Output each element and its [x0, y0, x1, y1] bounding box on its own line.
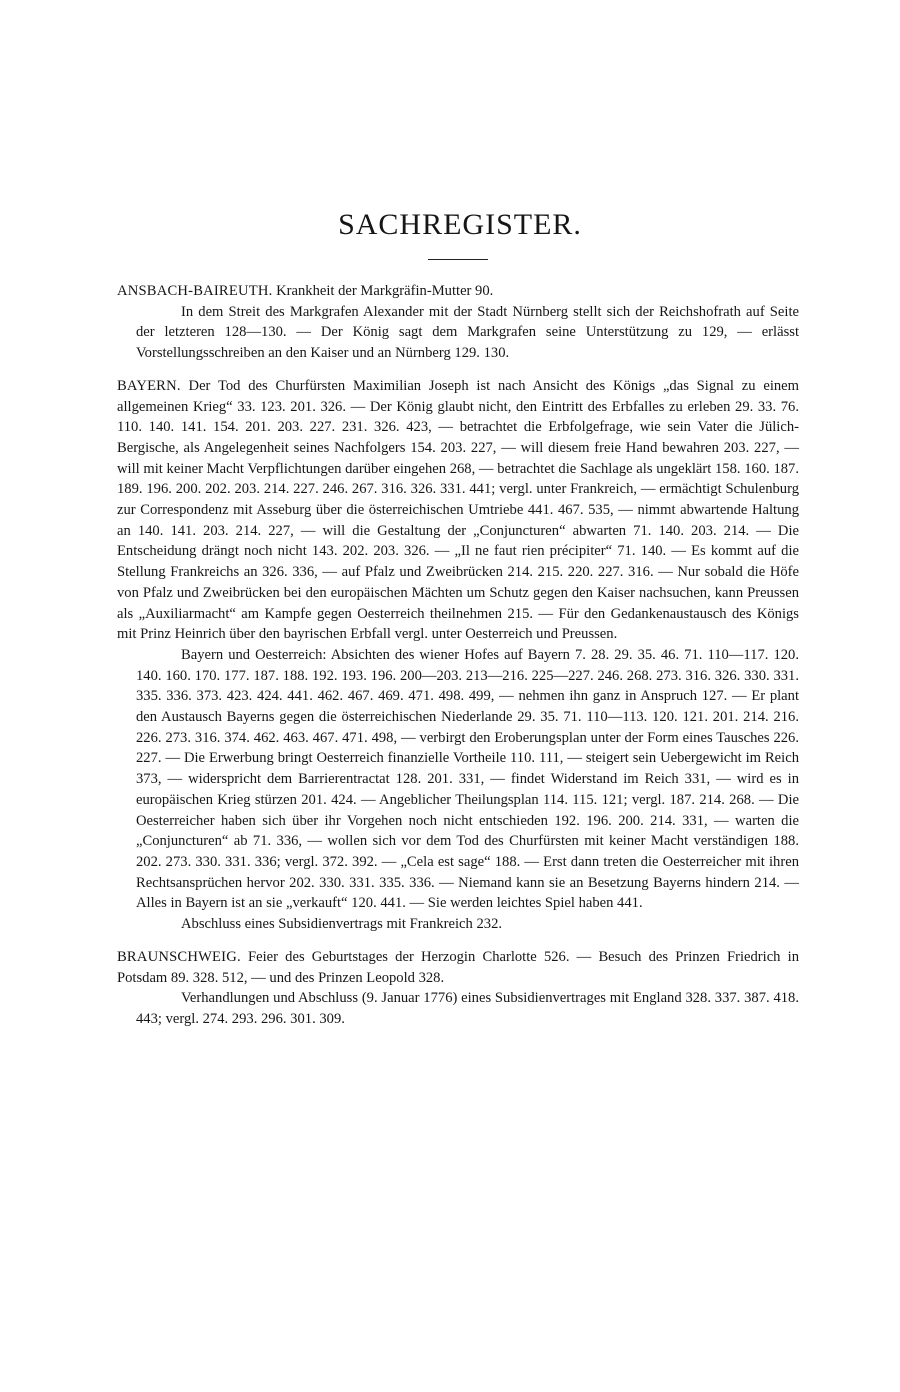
index-entries: [117, 281, 799, 1030]
entry-paragraph: Abschluss eines Subsidienvertrags mit Frankreich 232.: [181, 916, 503, 933]
entry-paragraph: In dem Streit des Markgrafen Alexander mit der Stadt Nürnberg stellt sich der Reichshofrath auf Seite der letzteren 128—130. — Der König sagt dem Markgrafen seine Unterstützung zu 129, — erlässt Vorstellungsschreiben an den Kaiser und an Nürnberg 129. 130.: [136, 303, 799, 362]
index-entry-bayern: [117, 376, 799, 935]
page-title: SACHREGISTER.: [338, 208, 582, 241]
entry-paragraph: Bayern und Oesterreich: Absichten des wiener Hofes auf Bayern 7. 28. 29. 35. 46. 71. 110—117. 120. 140. 160. 170. 177. 187. 188. 192. 193. 196. 200—203. 213—216. 225—227. 246. 268. 273. 316. 326. 330. 331. 335. 336. 373. 423. 424. 441. 462. 467. 469. 471. 498. 499, — nehmen ihn ganz in Anspruch 127. — Er plant den Austausch Bayerns gegen die österreichischen Niederlande 29. 35. 71. 110—113. 120. 121. 201. 214. 216. 226. 273. 316. 374. 462. 463. 467. 471. 498, — verbirgt den Eroberungsplan unter der Form eines Tausches 226. 227. — Die Erwerbung bringt Oesterreich finanzielle Vortheile 110. 111, — steigert sein Uebergewicht im Reich 373, — widerspricht dem Barrierentractat 128. 201. 331, — findet Widerstand im Reich 331, — wird es in europäischen Krieg stürzen 201. 424. — Angeblicher Theilungsplan 114. 115. 121; vergl. 187. 214. 268. — Die Oesterreicher haben sich über ihr Vorgehen noch nicht entschieden 192. 196. 200. 214. 331, — warten die „Conjuncturen“ ab 71. 336, — wollen sich vor dem Tod des Churfürsten mit keiner Macht verständigen 188. 202. 273. 330. 331. 336; vergl. 372. 392. — „Cela est sage“ 188. — Erst dann treten die Oesterreicher mit ihren Rechtsansprüchen hervor 202. 330. 331. 335. 336. — Niemand kann sie an Besetzung Bayerns hindern 214. — Alles in Bayern ist an sie „verkauft“ 120. 441. — Sie werden leichtes Spiel haben 441.: [136, 646, 799, 912]
entry-text: Krankheit der Markgräfin-Mutter 90.: [276, 283, 494, 299]
entry-text: Feier des Geburtstages der Herzogin Charlotte 526. — Besuch des Prinzen Friedrich in Potsdam 89. 328. 512, — und des Prinzen Leopold 328.: [117, 948, 799, 986]
entry-heading: ANSBACH-BAIREUTH.: [117, 283, 273, 299]
entry-paragraph: Verhandlungen und Abschluss (9. Januar 1776) eines Subsidienvertrages mit England 328. 337. 387. 418. 443; vergl. 274. 293. 296. 301. 309.: [136, 990, 799, 1027]
index-entry-braunschweig: [117, 947, 799, 1030]
entry-heading: BRAUNSCHWEIG.: [117, 948, 241, 965]
document-page: [117, 0, 799, 1042]
index-entry-ansbach-baireuth: [117, 281, 799, 364]
entry-heading: BAYERN.: [117, 377, 181, 394]
title-rule: [428, 259, 488, 260]
entry-first-line: [117, 376, 799, 645]
entry-first-line: [117, 947, 799, 988]
entry-first-line: [117, 281, 799, 302]
entry-text: Der Tod des Churfürsten Maximilian Joseph ist nach Ansicht des Königs „das Signal zu einem allgemeinen Krieg“ 33. 123. 201. 326. — Der König glaubt nicht, den Eintritt des Erbfalles zu erleben 29. 33. 76. 110. 140. 141. 154. 201. 203. 227. 231. 326. 423, — betrachtet die Erbfolgefrage, wie sein Vater die Jülich-Bergische, als Angelegenheit seines Nachfolgers 154. 203. 227, — will diesem freie Hand bewahren 203. 227, — will mit keiner Macht Verpflichtungen darüber eingehen 268, — betrachtet die Sachlage als ungeklärt 158. 160. 187. 189. 196. 200. 202. 203. 214. 227. 246. 267. 316. 326. 331. 441; vergl. unter Frankreich, — ermächtigt Schulenburg zur Correspondenz mit Asseburg über die österreichischen Umtriebe 441. 467. 535, — nimmt abwartende Haltung an 140. 141. 203. 214. 227, — will die Gestaltung der „Conjuncturen“ abwarten 71. 140. 203. 214. — Die Entscheidung drängt noch nicht 143. 202. 203. 326. — „Il ne faut rien précipiter“ 71. 140. — Es kommt auf die Stellung Frankreichs an 326. 336, — auf Pfalz und Zweibrücken 214. 215. 220. 227. 316. — Nur sobald die Höfe von Pfalz und Zweibrücken bei den europäischen Mächten um Schutz gegen den Kaiser nachsuchen, kann Preussen als „Auxiliarmacht“ am Kampfe gegen Oesterreich theilnehmen 215. — Für den Gedankenaustausch des Königs mit Prinz Heinrich über den bayrischen Erbfall vergl. unter Oesterreich und Preussen.: [117, 377, 800, 643]
